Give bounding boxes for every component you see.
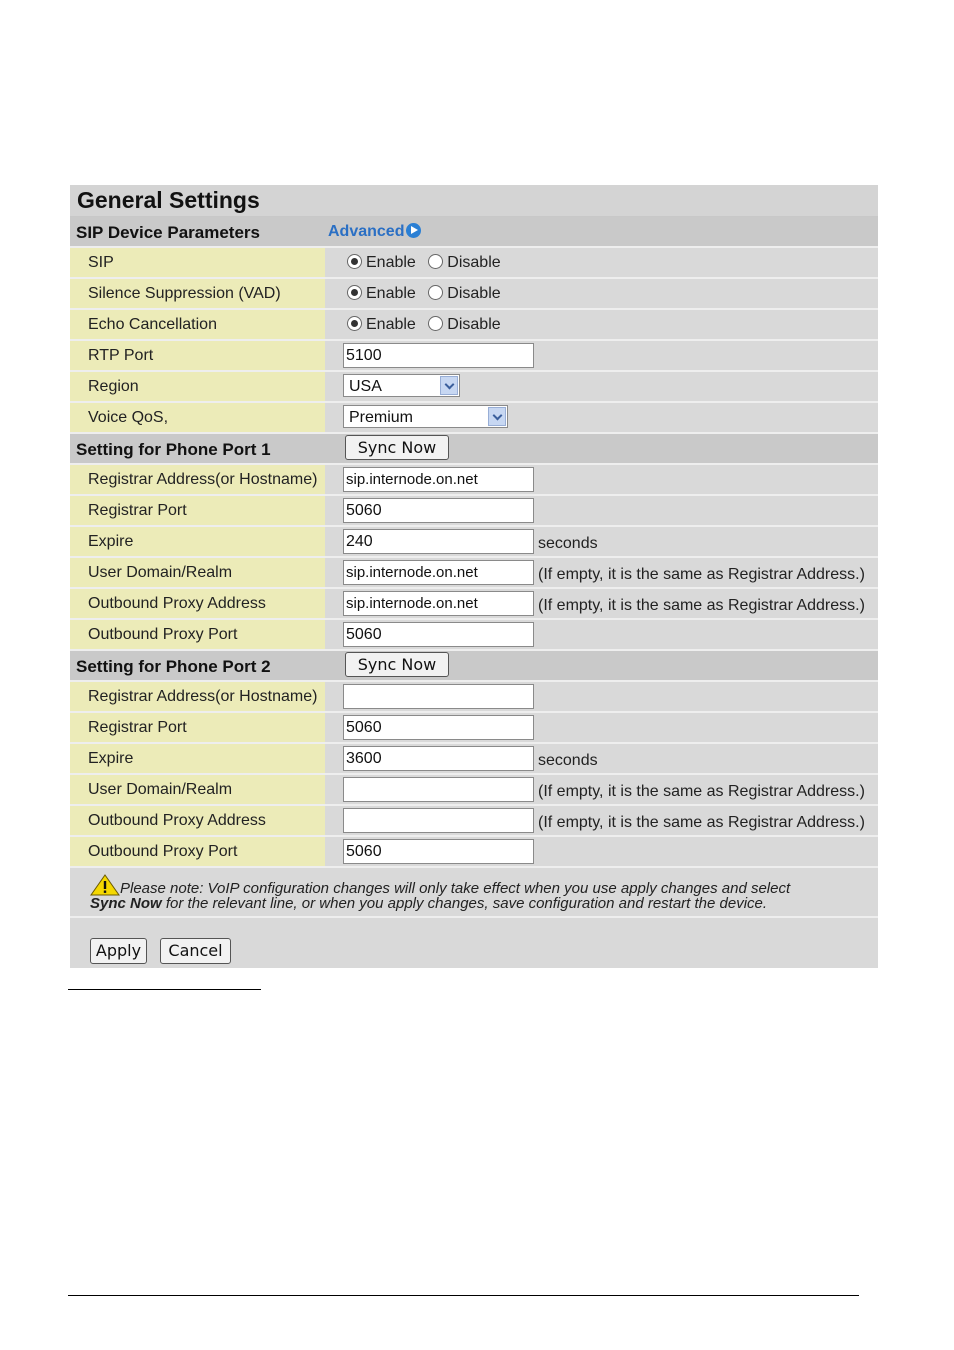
sync-now-button-port-1[interactable]: Sync Now: [345, 435, 449, 460]
field-label: User Domain/Realm: [70, 775, 341, 804]
field-label: Registrar Address(or Hostname): [70, 682, 341, 711]
field-label: Expire: [70, 527, 341, 556]
chevron-down-icon[interactable]: [488, 407, 506, 426]
footer-divider: [68, 1295, 859, 1296]
field-label: Outbound Proxy Address: [70, 806, 341, 835]
field-label: RTP Port: [70, 341, 341, 370]
note-line-2: for the relevant line, or when you apply changes, save configuration and restart the device.: [161, 895, 768, 912]
user-domain-input[interactable]: [343, 777, 534, 802]
field-hint: (If empty, it is the same as Registrar Address.): [538, 566, 865, 583]
sip-disable-radio[interactable]: [428, 254, 443, 269]
field-hint: (If empty, it is the same as Registrar Address.): [538, 814, 865, 831]
field-label: Silence Suppression (VAD): [70, 279, 341, 308]
radio-label: Disable: [447, 254, 501, 271]
field-label: Expire: [70, 744, 341, 773]
advanced-link[interactable]: [328, 217, 421, 246]
row-registrar-port: [70, 496, 878, 527]
sync-now-button-port-2[interactable]: Sync Now: [345, 652, 449, 677]
outbound-proxy-port-input[interactable]: 5060: [343, 622, 534, 647]
voice-qos-select[interactable]: [343, 405, 508, 428]
general-settings-panel: [70, 185, 878, 968]
outbound-proxy-address-input[interactable]: [343, 808, 534, 833]
vad-enable-radio[interactable]: [347, 285, 362, 300]
action-buttons: [70, 918, 878, 968]
outbound-proxy-port-input[interactable]: 5060: [343, 839, 534, 864]
warning-icon: [90, 874, 120, 896]
user-domain-input[interactable]: sip.internode.on.net: [343, 560, 534, 585]
row-outbound-proxy-port: [70, 620, 878, 651]
row-silence-suppression: [70, 279, 878, 310]
advanced-link-label: Advanced: [328, 223, 405, 240]
page-title-bar: [70, 185, 878, 217]
apply-button[interactable]: Apply: [90, 938, 147, 964]
row-echo-cancellation: [70, 310, 878, 341]
field-label: User Domain/Realm: [70, 558, 341, 587]
registrar-port-input[interactable]: 5060: [343, 715, 534, 740]
field-label: Registrar Port: [70, 496, 341, 525]
row-region: [70, 372, 878, 403]
row-expire: [70, 744, 878, 775]
section-sip-device: [70, 217, 878, 248]
echo-enable-radio[interactable]: [347, 316, 362, 331]
row-rtp-port: [70, 341, 878, 372]
field-label: Outbound Proxy Port: [70, 837, 341, 866]
row-sip: [70, 248, 878, 279]
row-registrar-address: [70, 682, 878, 713]
expire-input[interactable]: 240: [343, 529, 534, 554]
field-label: Echo Cancellation: [70, 310, 341, 339]
expire-input[interactable]: 3600: [343, 746, 534, 771]
rtp-port-input[interactable]: 5100: [343, 343, 534, 368]
radio-label: Enable: [366, 316, 416, 333]
voice-qos-selected-value: Premium: [349, 409, 414, 426]
field-label: Outbound Proxy Port: [70, 620, 341, 649]
configuration-note: [70, 868, 878, 918]
row-outbound-proxy-address: [70, 589, 878, 620]
note-line-1: Please note: VoIP configuration changes will only take effect when you use apply changes and select: [120, 880, 791, 897]
registrar-address-input[interactable]: [343, 684, 534, 709]
field-label: Registrar Address(or Hostname): [70, 465, 341, 494]
outbound-proxy-address-input[interactable]: sip.internode.on.net: [343, 591, 534, 616]
radio-label: Disable: [447, 285, 501, 302]
section-phone-port-1: [70, 434, 878, 465]
vad-disable-radio[interactable]: [428, 285, 443, 300]
row-outbound-proxy-port: [70, 837, 878, 868]
region-select[interactable]: [343, 374, 460, 397]
sip-enable-radio[interactable]: [347, 254, 362, 269]
region-selected-value: USA: [349, 378, 382, 395]
page-title: General Settings: [77, 187, 260, 213]
field-label: Region: [70, 372, 341, 401]
row-voice-qos: [70, 403, 878, 434]
field-hint: (If empty, it is the same as Registrar Address.): [538, 783, 865, 800]
chevron-down-icon[interactable]: [440, 376, 458, 395]
arrow-circle-icon: [406, 223, 421, 238]
note-sync-now: Sync Now: [90, 895, 162, 912]
expire-unit: seconds: [538, 752, 598, 769]
row-registrar-port: [70, 713, 878, 744]
field-hint: (If empty, it is the same as Registrar Address.): [538, 597, 865, 614]
echo-disable-radio[interactable]: [428, 316, 443, 331]
row-user-domain: [70, 558, 878, 589]
field-label: Outbound Proxy Address: [70, 589, 341, 618]
radio-label: Enable: [366, 285, 416, 302]
cancel-button[interactable]: Cancel: [160, 938, 231, 964]
divider: [68, 989, 261, 990]
registrar-port-input[interactable]: 5060: [343, 498, 534, 523]
section-title: Setting for Phone Port 1: [76, 440, 271, 459]
expire-unit: seconds: [538, 535, 598, 552]
row-registrar-address: [70, 465, 878, 496]
row-user-domain: [70, 775, 878, 806]
section-title: Setting for Phone Port 2: [76, 657, 271, 676]
radio-label: Enable: [366, 254, 416, 271]
section-title: SIP Device Parameters: [76, 223, 260, 242]
field-label: Registrar Port: [70, 713, 341, 742]
radio-label: Disable: [447, 316, 501, 333]
section-phone-port-2: [70, 651, 878, 682]
row-outbound-proxy-address: [70, 806, 878, 837]
field-label: Voice QoS,: [70, 403, 341, 432]
registrar-address-input[interactable]: sip.internode.on.net: [343, 467, 534, 492]
field-label: SIP: [70, 248, 341, 277]
row-expire: [70, 527, 878, 558]
